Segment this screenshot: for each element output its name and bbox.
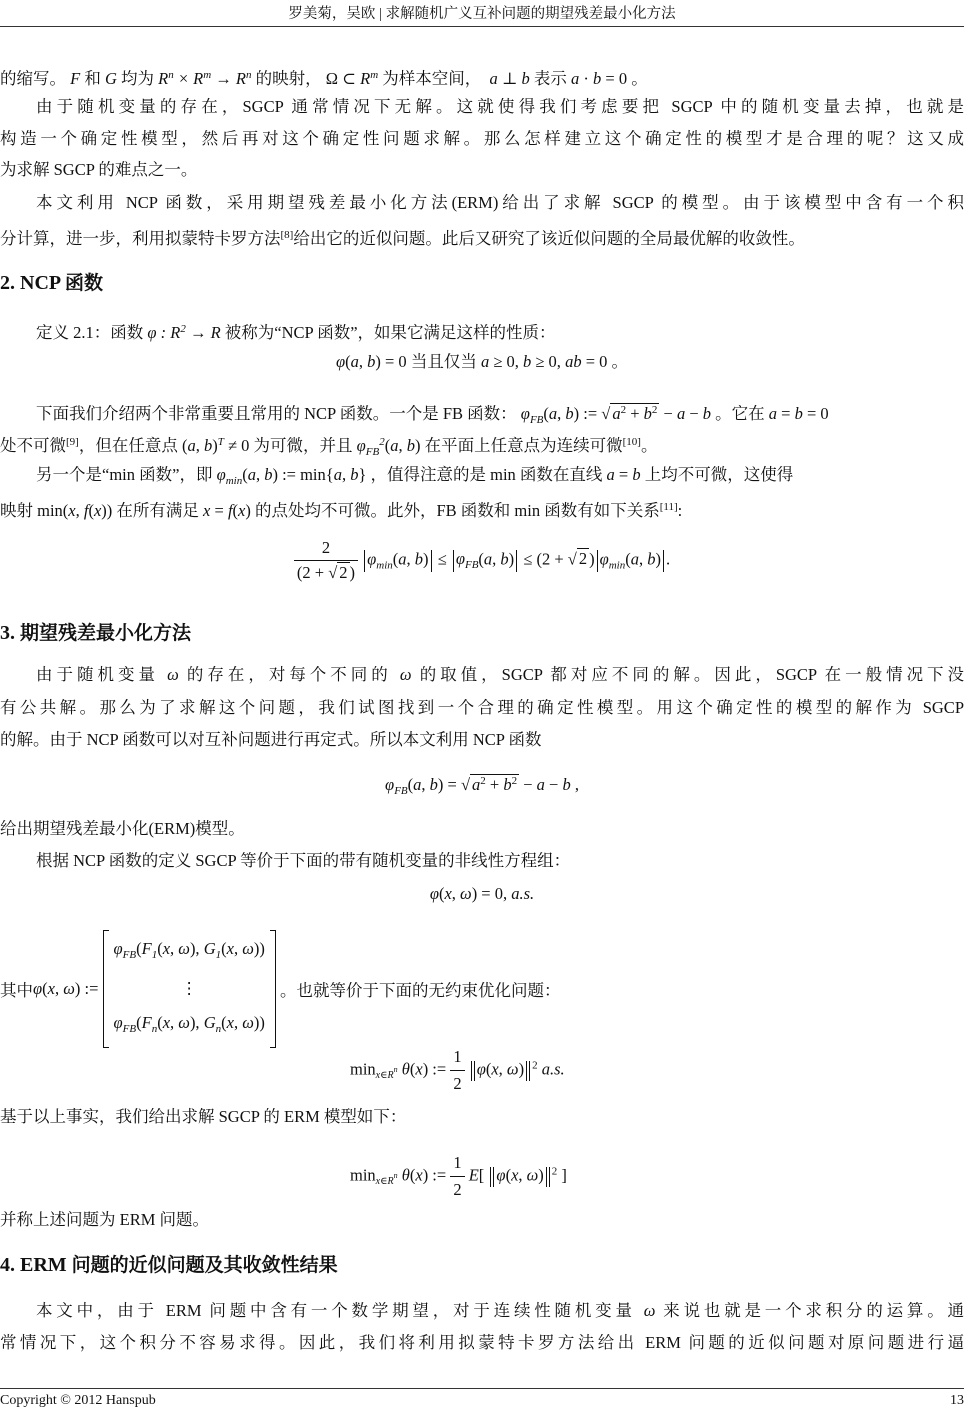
intro-line-1: 的缩写。 F 和 G 均为 $R^n \times R^m \to R^n$ 的映射， Ω ⊂ $R^m$ 为样本空间， a ⊥ b 表示 a · b = 0 。 bbox=[0, 69, 648, 88]
intro-p3-line-2: 分计算，进一步，利用拟蒙特卡罗方法[8]给出它的近似问题。此后又研究了该近似问题的全局最优解的收敛性。 bbox=[0, 229, 805, 248]
equation-nonlinear-system: φ(x, ω) = 0, a.s. bbox=[429, 884, 535, 903]
intro-p2-line-1: 由于随机变量的存在，SGCP 通常情况下无解。这就使得我们考虑要把 SGCP 中的随机变量去掉，也就是 bbox=[36, 97, 964, 116]
citation: [10] bbox=[622, 436, 641, 448]
sec3-p6: 并称上述问题为 ERM 问题。 bbox=[0, 1210, 210, 1229]
equation-erm-model: $\min_{x\in R^n} \theta(x)$ := $\frac{1}{2}$ E[ φ(x, ω) $^2$ ] bbox=[0, 1150, 964, 1203]
running-header: 罗美菊，吴欧 | 求解随机广义互补问题的期望残差最小化方法 bbox=[288, 6, 676, 22]
intro-p2-line-2: 构造一个确定性模型，然后再对这个确定性问题求解。那么怎样建立这个确定性的模型才是合理的呢？这又成 bbox=[0, 129, 964, 148]
sec3-p2: 给出期望残差最小化(ERM)模型。 bbox=[0, 819, 245, 838]
footer-page-number: 13 bbox=[950, 1393, 964, 1408]
intro-p2-line-3: 为求解 SGCP 的难点之一。 bbox=[0, 160, 198, 179]
intro-p3-line-1: 本文利用 NCP 函数，采用期望残差最小化方法(ERM)给出了求解 SGCP 的模型。由于该模型中含有一个积 bbox=[36, 193, 964, 212]
equation-ncp-property: φ(a, b) = 0 当且仅当 a ≥ 0, b ≥ 0, ab = 0 。 bbox=[335, 352, 628, 371]
fb-paragraph-line-2: 处不可微[9]，但在任意点 (a, b)$^T$ ≠ 0 为可微，并且 $\varphi_{FB}^2(a$, b) 在平面上任意点为连续可微[10]。 bbox=[0, 436, 658, 458]
sec3-p1-line-3: 的解。由于 NCP 函数可以对互补问题进行再定式。所以本文利用 NCP 函数 bbox=[0, 730, 542, 749]
equation-fb-function: $\varphi_{FB}(a$, b) = √ $a^2 + b^2 - a - b$ , bbox=[385, 775, 579, 797]
sec3-p3: 根据 NCP 函数的定义 SGCP 等价于下面的带有随机变量的非线性方程组： bbox=[36, 851, 571, 870]
section-4-heading: 4. ERM 问题的近似问题及其收敛性结果 bbox=[0, 1254, 338, 1276]
citation: [11] bbox=[659, 501, 678, 513]
sec3-p1-line-1: 由于随机变量 ω 的存在，对每个不同的 ω 的取值，SGCP 都对应不同的解。因此，SGCP 在一般情况下没 bbox=[36, 665, 964, 684]
section-3-heading: 3. 期望残差最小化方法 bbox=[0, 622, 192, 644]
footer-rule bbox=[0, 1388, 964, 1389]
equation-fb-min-relation: $\frac{2}{(2 + √ 2 )}$ $\varphi_{min}(a$, $b) \le \varphi_{FB}(a$, b) ≤ (2 + √ 2 ) $\varphi_{min}(a$, b) . bbox=[0, 536, 964, 585]
equation-theta-as: $\min_{x\in R^n} \theta(x)$ := $\frac{1}{2}$ φ(x, ω) $^2$ a.s. bbox=[0, 1044, 964, 1097]
section-2-heading: 2. NCP 函数 bbox=[0, 272, 104, 294]
equation-phi-vector: 其中φ(x, ω) := $\varphi_{FB}(F_1(x$, ω), $G_1(x$, ω)) ⋮ $\varphi_{FB}(F_n(x$, ω), $G_n(x$, ω)) 。也就等价于下面的无约束优化问题： bbox=[0, 930, 964, 1048]
citation: [9] bbox=[66, 436, 79, 448]
footer-copyright: Copyright © 2012 Hanspub bbox=[0, 1393, 156, 1408]
sec4-p1-line-1: 本文中，由于 ERM 问题中含有一个数学期望，对于连续性随机变量 ω 来说也就是一个求积分的运算。通 bbox=[36, 1301, 964, 1320]
citation: [8] bbox=[280, 229, 294, 241]
min-paragraph-line-1: 另一个是“min 函数”，即 $\varphi_{min}(a$, b) := min{a, b} ，值得注意的是 min 函数在直线 a = b 上均不可微，这使得 bbox=[36, 465, 794, 487]
sec3-p5: 基于以上事实，我们给出求解 SGCP 的 ERM 模型如下： bbox=[0, 1107, 407, 1126]
min-paragraph-line-2: 映射 min(x, f(x)) 在所有满足 x = f(x) 的点处均不可微。此外，FB 函数和 min 函数有如下关系[11]: bbox=[0, 501, 683, 520]
sec4-p1-line-2: 常情况下，这个积分不容易求得。因此，我们将利用拟蒙特卡罗方法给出 ERM 问题的近似问题对原问题进行逼 bbox=[0, 1333, 964, 1352]
definition-2-1: 定义 2.1：函数 φ : $R^2 \to R$ 被称为“NCP 函数”，如果它满足这样的性质： bbox=[36, 323, 556, 342]
phi-matrix: $\varphi_{FB}(F_1(x$, ω), $G_1(x$, ω)) ⋮ $\varphi_{FB}(F_n(x$, ω), $G_n(x$, ω)) bbox=[103, 930, 276, 1048]
header-rule bbox=[0, 26, 964, 27]
sec3-p1-line-2: 有公共解。那么为了求解这个问题，我们试图找到一个合理的确定性模型。用这个确定性的模型的解作为 SGCP bbox=[0, 698, 964, 717]
fb-paragraph-line-1: 下面我们介绍两个非常重要且常用的 NCP 函数。一个是 FB 函数： $\varphi_{FB}(a$, b) := √ $a^2 + b^2 - a - b$ 。它在 a = b = 0 bbox=[36, 404, 829, 426]
